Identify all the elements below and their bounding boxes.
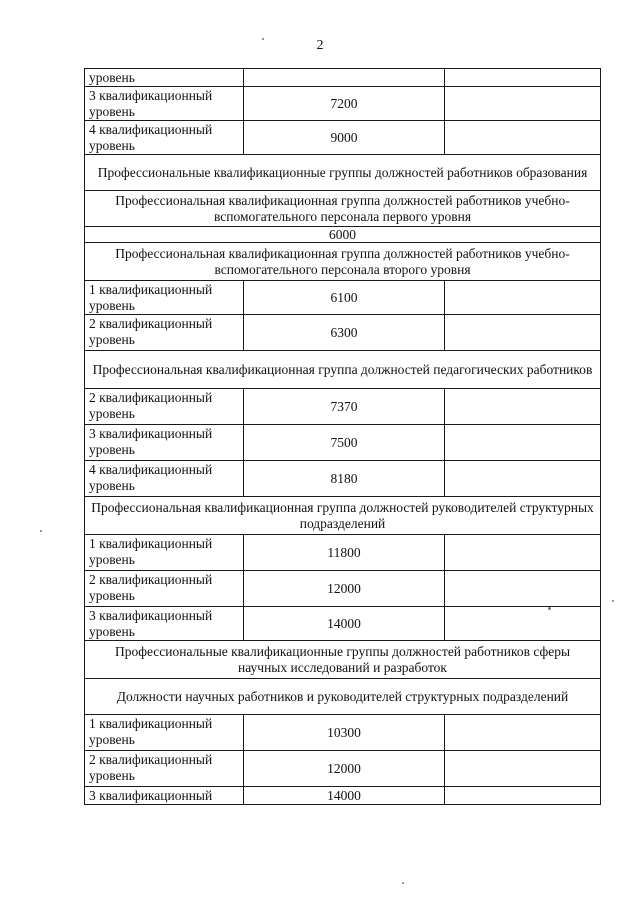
group-header-row: [85, 641, 601, 679]
level-cell: 4 квалификационный уровень: [85, 461, 244, 497]
amount-cell: 14000: [244, 607, 445, 641]
amount-cell: 8180: [244, 461, 445, 497]
amount-cell: 6100: [244, 281, 445, 315]
amount-cell: 14000: [244, 787, 445, 805]
table-row: [85, 87, 601, 121]
group-header-cell: Профессиональная квалификационная группа должностей работников учебно-вспомогательного персонала второго уровня: [85, 243, 601, 281]
level-cell: уровень: [85, 69, 244, 87]
table-row: [85, 607, 601, 641]
table-row: [85, 121, 601, 155]
table-row: [85, 281, 601, 315]
table-row: [85, 425, 601, 461]
table-row: [85, 315, 601, 351]
salary-table: [84, 68, 601, 805]
amount-cell: 6300: [244, 315, 445, 351]
level-cell: 3 квалификационный уровень: [85, 425, 244, 461]
amount-cell: 7200: [244, 87, 445, 121]
note-cell: [445, 787, 601, 805]
table-row: [85, 389, 601, 425]
amount-cell: [244, 69, 445, 87]
group-header-cell: Профессиональные квалификационные группы должностей работников образования: [85, 155, 601, 191]
group-header-row: [85, 243, 601, 281]
level-cell: 1 квалификационный уровень: [85, 715, 244, 751]
note-cell: [445, 535, 601, 571]
level-cell: 3 квалификационный уровень: [85, 607, 244, 641]
amount-cell: 12000: [244, 571, 445, 607]
group-header-cell: Профессиональная квалификационная группа должностей руководителей структурных подразделений: [85, 497, 601, 535]
note-cell: [445, 315, 601, 351]
note-cell: [445, 69, 601, 87]
table-body: [85, 69, 601, 805]
group-header-cell: Профессиональные квалификационные группы должностей работников сферы научных исследований и разработок: [85, 641, 601, 679]
level-cell: 2 квалификационный уровень: [85, 751, 244, 787]
amount-cell: 9000: [244, 121, 445, 155]
amount-cell: 10300: [244, 715, 445, 751]
table-row: [85, 535, 601, 571]
amount-cell: 11800: [244, 535, 445, 571]
group-header-cell: Профессиональная квалификационная группа должностей работников учебно-вспомогательного персонала первого уровня: [85, 191, 601, 227]
note-cell: [445, 607, 601, 641]
amount-cell: 12000: [244, 751, 445, 787]
scan-speck: [40, 530, 42, 532]
note-cell: [445, 121, 601, 155]
level-cell: 3 квалификационный: [85, 787, 244, 805]
level-cell: 2 квалификационный уровень: [85, 389, 244, 425]
level-cell: 3 квалификационный уровень: [85, 87, 244, 121]
level-cell: 4 квалификационный уровень: [85, 121, 244, 155]
note-cell: [445, 87, 601, 121]
group-header-row: [85, 497, 601, 535]
group-header-row: [85, 351, 601, 389]
note-cell: [445, 425, 601, 461]
group-header-row: [85, 191, 601, 227]
amount-cell: 7500: [244, 425, 445, 461]
scan-speck: [262, 38, 264, 40]
amount-cell: 7370: [244, 389, 445, 425]
single-amount-row: [85, 227, 601, 243]
scan-speck: [548, 607, 551, 610]
note-cell: [445, 715, 601, 751]
group-header-cell: Должности научных работников и руководителей структурных подразделений: [85, 679, 601, 715]
note-cell: [445, 389, 601, 425]
table-row: [85, 751, 601, 787]
group-header-row: [85, 679, 601, 715]
level-cell: 1 квалификационный уровень: [85, 281, 244, 315]
note-cell: [445, 461, 601, 497]
scan-speck: [612, 600, 614, 602]
table-row: [85, 571, 601, 607]
level-cell: 2 квалификационный уровень: [85, 315, 244, 351]
page-number: 2: [316, 38, 324, 53]
scan-speck: [402, 882, 404, 884]
note-cell: [445, 571, 601, 607]
table-row: [85, 69, 601, 87]
group-header-cell: Профессиональная квалификационная группа должностей педагогических работников: [85, 351, 601, 389]
note-cell: [445, 281, 601, 315]
group-header-row: [85, 155, 601, 191]
note-cell: [445, 751, 601, 787]
table-row: [85, 461, 601, 497]
table-row: [85, 787, 601, 805]
level-cell: 2 квалификационный уровень: [85, 571, 244, 607]
level-cell: 1 квалификационный уровень: [85, 535, 244, 571]
table-row: [85, 715, 601, 751]
amount-cell: 6000: [85, 227, 601, 243]
